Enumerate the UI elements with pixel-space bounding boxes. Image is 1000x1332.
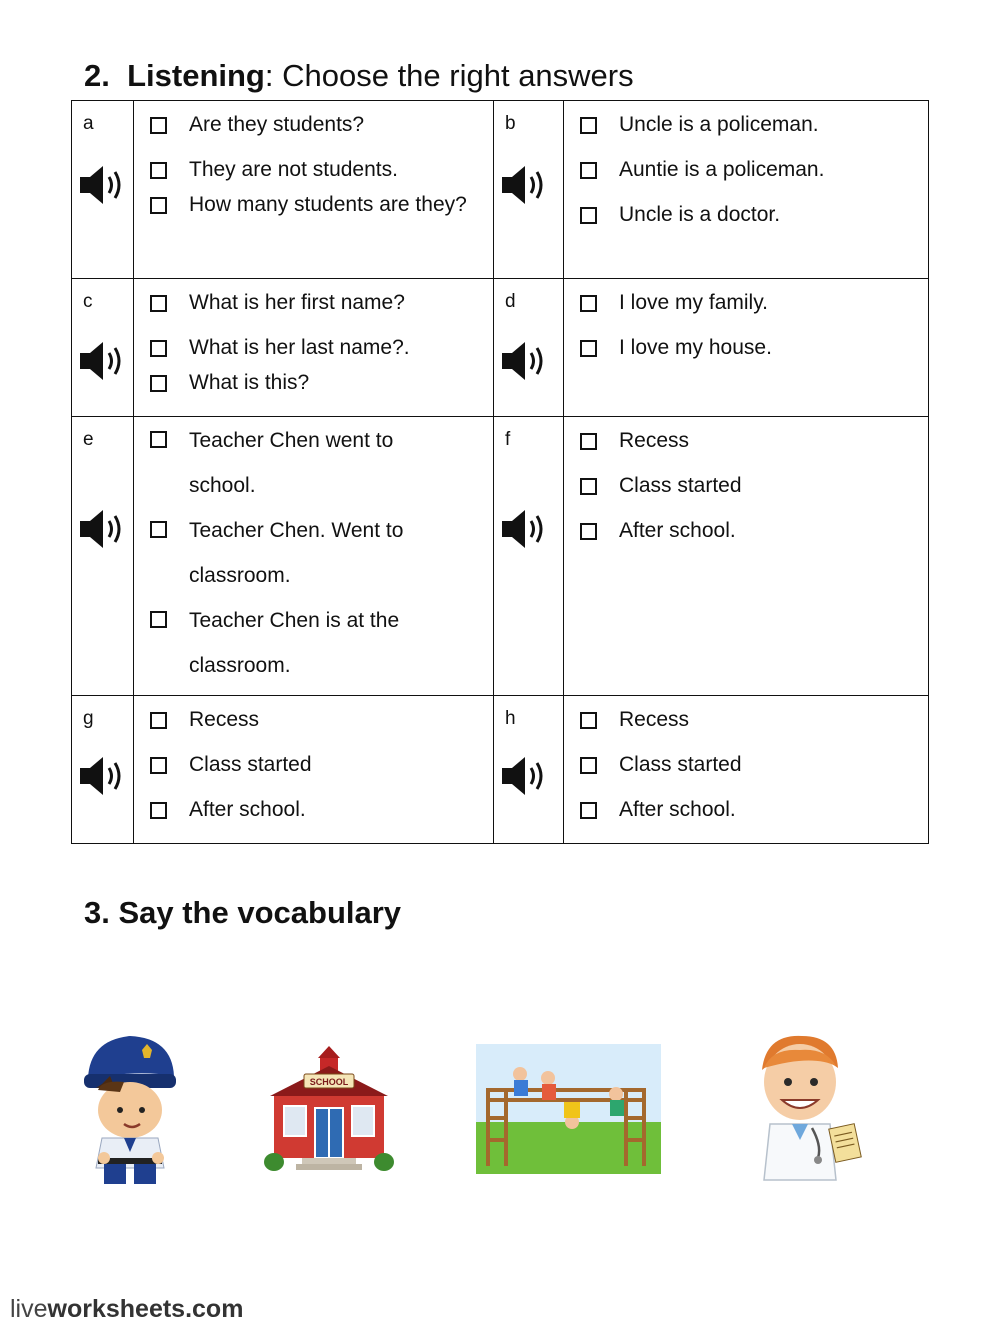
options-list bbox=[564, 279, 928, 360]
listening-table bbox=[71, 100, 929, 844]
option-text: Recess bbox=[189, 708, 260, 731]
checkbox-icon[interactable] bbox=[150, 757, 167, 774]
option-item bbox=[578, 429, 928, 453]
option-item bbox=[578, 798, 928, 822]
option-text: Teacher Chen went to school. bbox=[189, 429, 394, 497]
option-text: Class started bbox=[189, 753, 312, 776]
option-item bbox=[578, 753, 928, 777]
checkbox-icon[interactable] bbox=[580, 295, 597, 312]
question-g-options-cell bbox=[134, 696, 494, 844]
option-text: Recess bbox=[619, 708, 690, 731]
option-text: Uncle is a doctor. bbox=[619, 203, 781, 226]
question-a-label-cell bbox=[72, 101, 134, 279]
option-text: What is this? bbox=[189, 371, 310, 394]
option-text: After school. bbox=[189, 798, 306, 821]
option-item bbox=[578, 474, 928, 498]
table-row bbox=[72, 417, 929, 696]
option-item bbox=[578, 158, 928, 182]
option-text: Recess bbox=[619, 429, 690, 452]
option-item bbox=[148, 798, 493, 822]
logo-suffix-text: .com bbox=[185, 1295, 244, 1323]
section-3-title: 3. Say the vocabulary bbox=[84, 895, 402, 930]
option-item bbox=[578, 203, 928, 227]
speaker-icon[interactable] bbox=[78, 507, 130, 551]
option-item bbox=[148, 371, 493, 395]
question-letter: b bbox=[505, 113, 516, 134]
checkbox-icon[interactable] bbox=[150, 162, 167, 179]
checkbox-icon[interactable] bbox=[150, 375, 167, 392]
speaker-icon[interactable] bbox=[78, 754, 130, 798]
school-sign-text: SCHOOL bbox=[309, 1077, 349, 1087]
option-text: Are they students? bbox=[189, 113, 365, 136]
options-list bbox=[564, 417, 928, 543]
checkbox-icon[interactable] bbox=[150, 802, 167, 819]
question-c-label-cell bbox=[72, 279, 134, 417]
checkbox-icon[interactable] bbox=[580, 340, 597, 357]
option-text: Uncle is a policeman. bbox=[619, 113, 819, 136]
option-item bbox=[148, 113, 493, 137]
table-row bbox=[72, 696, 929, 844]
option-item bbox=[578, 708, 928, 732]
question-b-options-cell bbox=[564, 101, 929, 279]
option-text: I love my family. bbox=[619, 291, 768, 314]
liveworksheets-logo bbox=[10, 1295, 243, 1324]
question-letter: c bbox=[83, 291, 93, 312]
policeman-image bbox=[80, 1030, 180, 1185]
option-text: What is her last name?. bbox=[189, 336, 410, 359]
option-item bbox=[148, 336, 493, 360]
checkbox-icon[interactable] bbox=[150, 712, 167, 729]
option-text: What is her first name? bbox=[189, 291, 405, 314]
checkbox-icon[interactable] bbox=[580, 433, 597, 450]
options-list bbox=[564, 101, 928, 227]
question-g-label-cell bbox=[72, 696, 134, 844]
question-f-options-cell bbox=[564, 417, 929, 696]
checkbox-icon[interactable] bbox=[580, 802, 597, 819]
question-letter: f bbox=[505, 429, 511, 450]
option-item bbox=[148, 158, 493, 182]
table-row bbox=[72, 101, 929, 279]
checkbox-icon[interactable] bbox=[580, 162, 597, 179]
option-text: Teacher Chen is at the classroom. bbox=[189, 609, 400, 677]
option-item bbox=[578, 113, 928, 137]
checkbox-icon[interactable] bbox=[580, 207, 597, 224]
checkbox-icon[interactable] bbox=[580, 523, 597, 540]
question-h-options-cell bbox=[564, 696, 929, 844]
option-item bbox=[578, 291, 928, 315]
option-text: How many students are they? bbox=[189, 193, 467, 216]
table-row bbox=[72, 279, 929, 417]
option-item bbox=[148, 753, 493, 777]
question-letter: a bbox=[83, 113, 94, 134]
option-text: I love my house. bbox=[619, 336, 772, 359]
question-e-label-cell bbox=[72, 417, 134, 696]
option-text: After school. bbox=[619, 519, 736, 542]
option-text: Class started bbox=[619, 474, 742, 497]
doctor-image bbox=[752, 1030, 868, 1185]
checkbox-icon[interactable] bbox=[150, 117, 167, 134]
option-item bbox=[148, 193, 493, 217]
checkbox-icon[interactable] bbox=[580, 712, 597, 729]
speaker-icon[interactable] bbox=[500, 754, 552, 798]
question-d-options-cell bbox=[564, 279, 929, 417]
question-d-label-cell bbox=[494, 279, 564, 417]
question-h-label-cell bbox=[494, 696, 564, 844]
checkbox-icon[interactable] bbox=[150, 295, 167, 312]
option-item bbox=[578, 519, 928, 543]
checkbox-icon[interactable] bbox=[150, 611, 167, 628]
question-f-label-cell bbox=[494, 417, 564, 696]
speaker-icon[interactable] bbox=[500, 507, 552, 551]
section-2-title-bold: Listening bbox=[127, 58, 265, 93]
logo-light-text: live bbox=[10, 1295, 48, 1323]
question-letter: e bbox=[83, 429, 94, 450]
question-letter: d bbox=[505, 291, 516, 312]
option-text: Class started bbox=[619, 753, 742, 776]
options-list bbox=[564, 696, 928, 822]
speaker-icon[interactable] bbox=[500, 339, 552, 383]
speaker-icon[interactable] bbox=[500, 163, 552, 207]
question-b-label-cell bbox=[494, 101, 564, 279]
checkbox-icon[interactable] bbox=[150, 197, 167, 214]
playground-image bbox=[476, 1044, 661, 1174]
checkbox-icon[interactable] bbox=[580, 757, 597, 774]
section-2-number: 2. bbox=[84, 58, 110, 93]
option-text: Auntie is a policeman. bbox=[619, 158, 825, 181]
option-text: They are not students. bbox=[189, 158, 398, 181]
option-item bbox=[148, 598, 423, 688]
school-image bbox=[262, 1044, 396, 1174]
checkbox-icon[interactable] bbox=[150, 521, 167, 538]
question-letter: h bbox=[505, 708, 516, 729]
question-e-options-cell bbox=[134, 417, 494, 696]
option-item bbox=[148, 291, 493, 315]
checkbox-icon[interactable] bbox=[580, 117, 597, 134]
options-list bbox=[134, 279, 493, 395]
question-c-options-cell bbox=[134, 279, 494, 417]
question-a-options-cell bbox=[134, 101, 494, 279]
section-2-title-rest: : Choose the right answers bbox=[264, 58, 634, 93]
question-letter: g bbox=[83, 708, 94, 729]
checkbox-icon[interactable] bbox=[580, 478, 597, 495]
speaker-icon[interactable] bbox=[78, 339, 130, 383]
options-list bbox=[134, 417, 493, 688]
checkbox-icon[interactable] bbox=[150, 340, 167, 357]
option-item bbox=[148, 418, 423, 508]
section-2-title bbox=[84, 58, 634, 94]
option-item bbox=[578, 336, 928, 360]
speaker-icon[interactable] bbox=[78, 163, 130, 207]
options-list bbox=[134, 696, 493, 822]
checkbox-icon[interactable] bbox=[150, 431, 167, 448]
option-item bbox=[148, 708, 493, 732]
option-text: After school. bbox=[619, 798, 736, 821]
logo-bold-text: worksheets bbox=[47, 1295, 186, 1323]
option-text: Teacher Chen. Went to classroom. bbox=[189, 519, 404, 587]
option-item bbox=[148, 508, 423, 598]
options-list bbox=[134, 101, 493, 217]
